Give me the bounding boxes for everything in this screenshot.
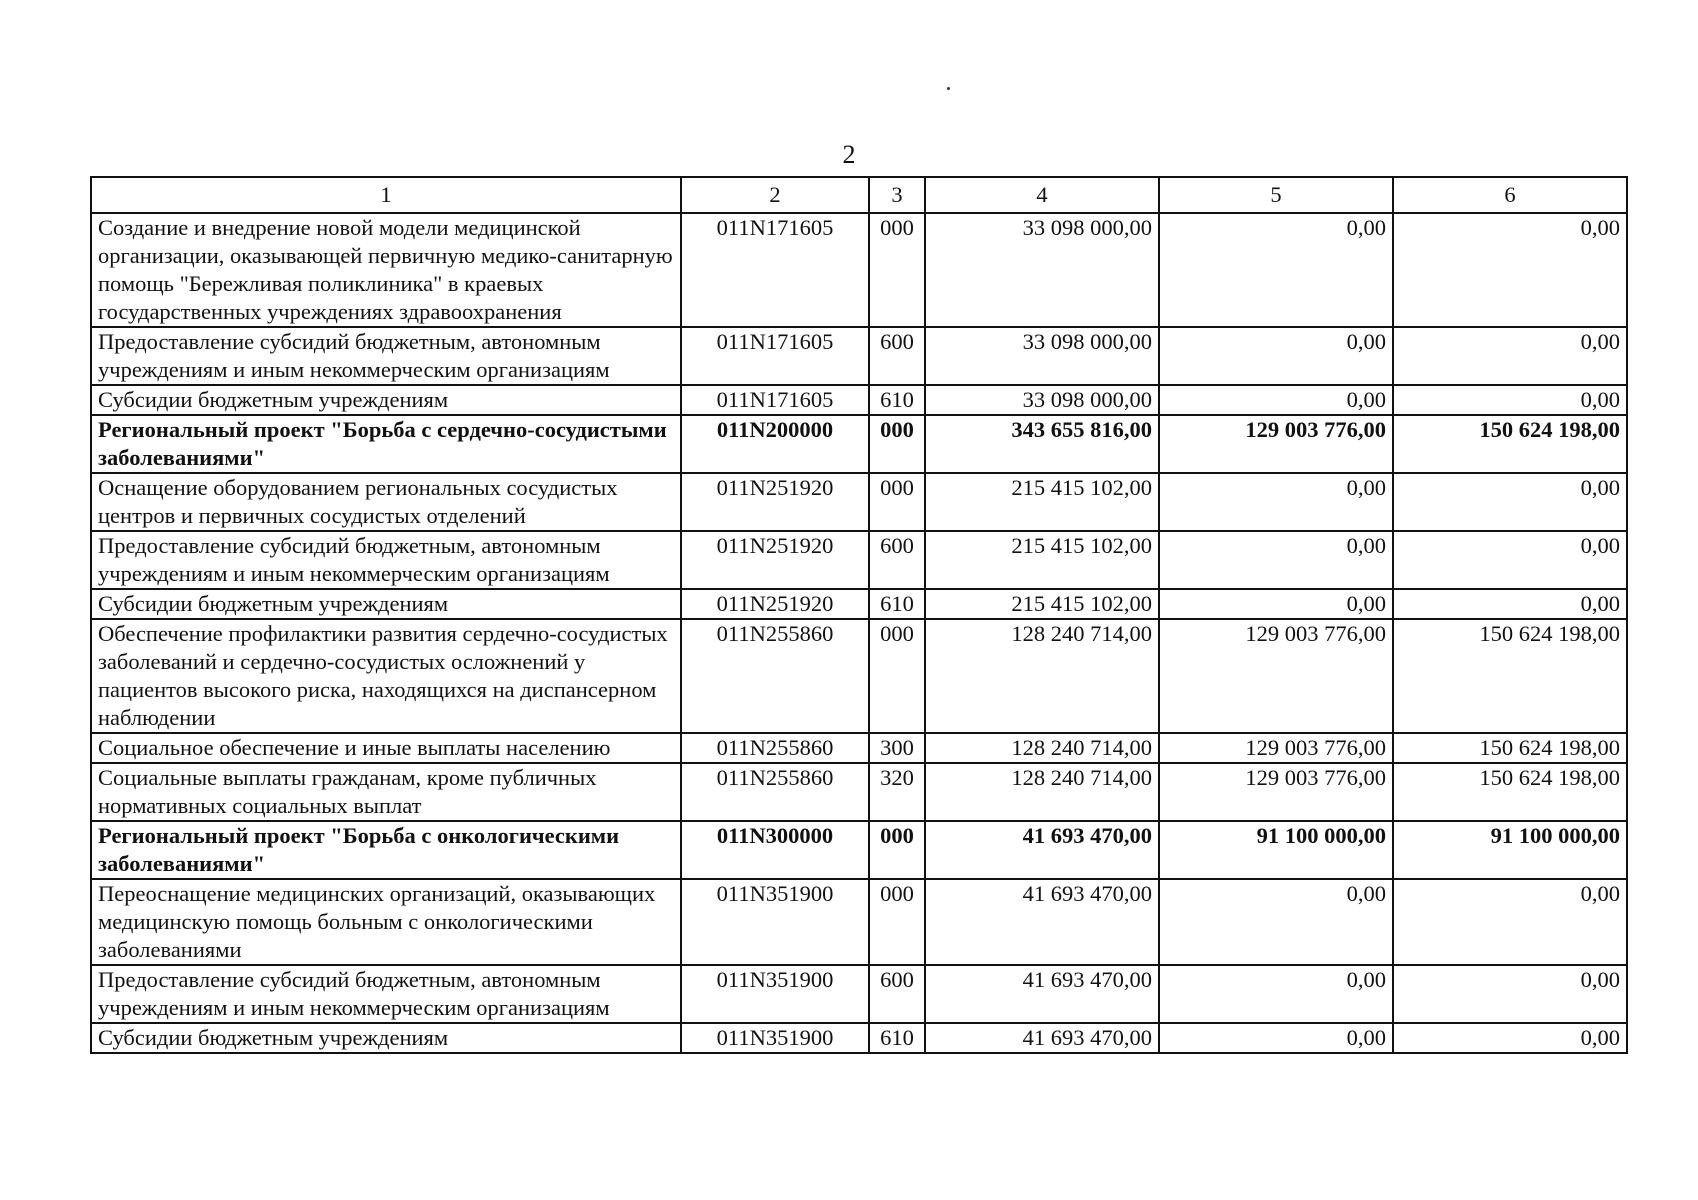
table-body (91, 213, 1627, 1053)
row-amount-col6: 0,00 (1393, 473, 1627, 531)
row-expense-type: 000 (869, 619, 925, 733)
row-amount-col5: 0,00 (1159, 213, 1393, 327)
row-amount-col4: 33 098 000,00 (925, 385, 1159, 415)
row-target-code: 011N351900 (681, 1023, 869, 1053)
row-amount-col4: 33 098 000,00 (925, 213, 1159, 327)
row-name: Оснащение оборудованием региональных сосудистых центров и первичных сосудистых отделений (91, 473, 681, 531)
row-expense-type: 000 (869, 473, 925, 531)
row-target-code: 011N171605 (681, 327, 869, 385)
row-target-code: 011N171605 (681, 385, 869, 415)
row-amount-col6: 150 624 198,00 (1393, 763, 1627, 821)
row-target-code: 011N351900 (681, 965, 869, 1023)
header-row (91, 177, 1627, 213)
row-expense-type: 320 (869, 763, 925, 821)
row-amount-col6: 0,00 (1393, 213, 1627, 327)
table-row (91, 385, 1627, 415)
row-amount-col6: 0,00 (1393, 531, 1627, 589)
table-row (91, 619, 1627, 733)
row-amount-col6: 150 624 198,00 (1393, 619, 1627, 733)
row-expense-type: 600 (869, 531, 925, 589)
row-name: Субсидии бюджетным учреждениям (91, 589, 681, 619)
row-amount-col4: 215 415 102,00 (925, 473, 1159, 531)
row-amount-col5: 0,00 (1159, 965, 1393, 1023)
row-expense-type: 610 (869, 589, 925, 619)
row-amount-col5: 0,00 (1159, 1023, 1393, 1053)
column-header-6: 6 (1393, 177, 1627, 213)
table-row (91, 879, 1627, 965)
row-amount-col5: 129 003 776,00 (1159, 619, 1393, 733)
row-amount-col4: 41 693 470,00 (925, 1023, 1159, 1053)
row-amount-col5: 129 003 776,00 (1159, 733, 1393, 763)
row-target-code: 011N251920 (681, 473, 869, 531)
row-target-code: 011N255860 (681, 619, 869, 733)
row-amount-col4: 33 098 000,00 (925, 327, 1159, 385)
row-amount-col4: 41 693 470,00 (925, 965, 1159, 1023)
row-target-code: 011N255860 (681, 733, 869, 763)
budget-table (90, 176, 1628, 1054)
row-amount-col4: 128 240 714,00 (925, 733, 1159, 763)
row-amount-col5: 129 003 776,00 (1159, 763, 1393, 821)
row-target-code: 011N351900 (681, 879, 869, 965)
table-row (91, 589, 1627, 619)
row-amount-col5: 0,00 (1159, 327, 1393, 385)
column-header-2: 2 (681, 177, 869, 213)
row-amount-col4: 343 655 816,00 (925, 415, 1159, 473)
row-expense-type: 000 (869, 213, 925, 327)
row-target-code: 011N171605 (681, 213, 869, 327)
row-amount-col5: 91 100 000,00 (1159, 821, 1393, 879)
row-expense-type: 610 (869, 385, 925, 415)
row-name: Субсидии бюджетным учреждениям (91, 385, 681, 415)
table-row (91, 213, 1627, 327)
row-amount-col6: 0,00 (1393, 327, 1627, 385)
row-amount-col6: 0,00 (1393, 965, 1627, 1023)
table-row (91, 531, 1627, 589)
column-header-1: 1 (91, 177, 681, 213)
column-header-3: 3 (869, 177, 925, 213)
table-row (91, 763, 1627, 821)
row-amount-col6: 150 624 198,00 (1393, 733, 1627, 763)
column-header-5: 5 (1159, 177, 1393, 213)
row-expense-type: 300 (869, 733, 925, 763)
row-amount-col4: 128 240 714,00 (925, 763, 1159, 821)
table-row (91, 965, 1627, 1023)
row-name: Региональный проект "Борьба с сердечно-сосудистыми заболеваниями" (91, 415, 681, 473)
table-row (91, 733, 1627, 763)
row-name: Социальные выплаты гражданам, кроме публичных нормативных социальных выплат (91, 763, 681, 821)
row-expense-type: 600 (869, 965, 925, 1023)
row-name: Переоснащение медицинских организаций, оказывающих медицинскую помощь больным с онкологическими заболеваниями (91, 879, 681, 965)
page-number: 2 (842, 140, 856, 169)
row-amount-col4: 41 693 470,00 (925, 879, 1159, 965)
row-amount-col6: 91 100 000,00 (1393, 821, 1627, 879)
row-target-code: 011N200000 (681, 415, 869, 473)
row-expense-type: 610 (869, 1023, 925, 1053)
row-amount-col4: 215 415 102,00 (925, 589, 1159, 619)
row-amount-col6: 0,00 (1393, 385, 1627, 415)
row-amount-col6: 150 624 198,00 (1393, 415, 1627, 473)
row-name: Создание и внедрение новой модели медицинской организации, оказывающей первичную медико-санитарную помощь "Бережливая поликлиника" в краевых государственных учреждениях здравоохранения (91, 213, 681, 327)
row-target-code: 011N255860 (681, 763, 869, 821)
row-name: Региональный проект "Борьба с онкологическими заболеваниями" (91, 821, 681, 879)
row-amount-col6: 0,00 (1393, 589, 1627, 619)
row-amount-col4: 215 415 102,00 (925, 531, 1159, 589)
row-name: Предоставление субсидий бюджетным, автономным учреждениям и иным некоммерческим организациям (91, 327, 681, 385)
row-target-code: 011N300000 (681, 821, 869, 879)
table-row (91, 415, 1627, 473)
row-name: Предоставление субсидий бюджетным, автономным учреждениям и иным некоммерческим организациям (91, 531, 681, 589)
table-row (91, 821, 1627, 879)
table-row (91, 1023, 1627, 1053)
row-name: Обеспечение профилактики развития сердечно-сосудистых заболеваний и сердечно-сосудистых осложнений у пациентов высокого риска, находящихся на диспансерном наблюдении (91, 619, 681, 733)
row-name: Социальное обеспечение и иные выплаты населению (91, 733, 681, 763)
row-expense-type: 000 (869, 879, 925, 965)
row-amount-col5: 0,00 (1159, 473, 1393, 531)
row-amount-col5: 0,00 (1159, 531, 1393, 589)
row-expense-type: 000 (869, 415, 925, 473)
row-amount-col6: 0,00 (1393, 879, 1627, 965)
row-target-code: 011N251920 (681, 531, 869, 589)
row-amount-col6: 0,00 (1393, 1023, 1627, 1053)
table-row (91, 327, 1627, 385)
row-expense-type: 600 (869, 327, 925, 385)
stray-mark (947, 87, 950, 90)
table-row (91, 473, 1627, 531)
row-amount-col4: 128 240 714,00 (925, 619, 1159, 733)
row-name: Субсидии бюджетным учреждениям (91, 1023, 681, 1053)
column-header-4: 4 (925, 177, 1159, 213)
row-amount-col5: 0,00 (1159, 879, 1393, 965)
row-name: Предоставление субсидий бюджетным, автономным учреждениям и иным некоммерческим организациям (91, 965, 681, 1023)
row-amount-col5: 0,00 (1159, 589, 1393, 619)
row-target-code: 011N251920 (681, 589, 869, 619)
row-amount-col5: 129 003 776,00 (1159, 415, 1393, 473)
row-expense-type: 000 (869, 821, 925, 879)
row-amount-col5: 0,00 (1159, 385, 1393, 415)
row-amount-col4: 41 693 470,00 (925, 821, 1159, 879)
